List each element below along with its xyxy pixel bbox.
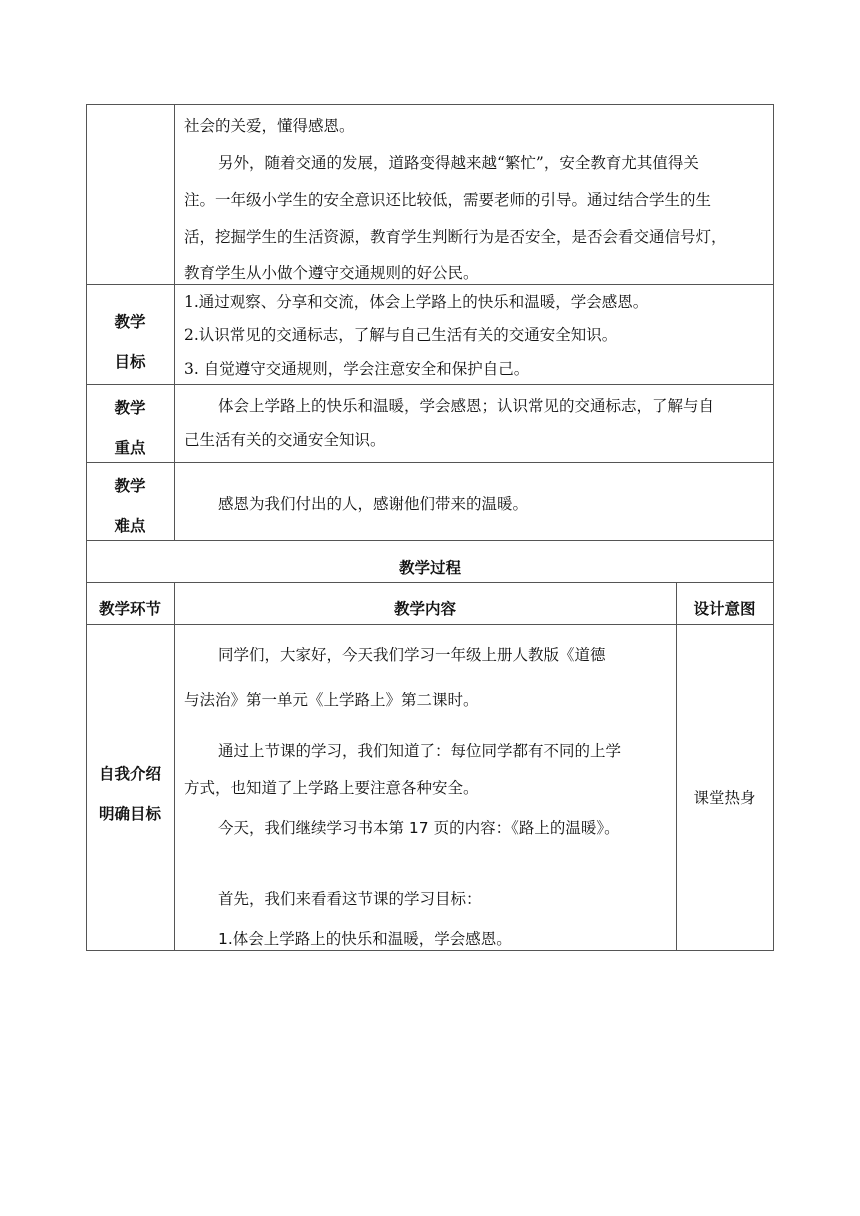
- key-points-line: 体会上学路上的快乐和温暖，学会感恩；认识常见的交通标志，了解与自: [218, 397, 715, 415]
- intro-line: 教育学生从小做个遵守交通规则的好公民。: [184, 264, 479, 282]
- difficulties-label: 难点: [114, 517, 146, 535]
- intro-line: 另外，随着交通的发展，道路变得越来越“繁忙”，安全教育尤其值得关: [218, 154, 699, 172]
- content-line: 首先，我们来看看这节课的学习目标：: [218, 890, 482, 908]
- header-content: 教学内容: [393, 600, 456, 618]
- content-line: 方式，也知道了上学路上要注意各种安全。: [184, 779, 479, 797]
- key-points-label: 教学: [114, 399, 146, 417]
- objective-item: 3. 自觉遵守交通规则，学会注意安全和保护自己。: [184, 360, 530, 378]
- table-border-right: [773, 104, 774, 951]
- stage-label: 自我介绍: [98, 765, 161, 783]
- content-line: 与法治》第一单元《上学路上》第二课时。: [184, 691, 479, 709]
- intent-column-divider: [676, 582, 677, 951]
- row-divider-key-points: [86, 384, 774, 385]
- objective-item: 1.通过观察、分享和交流，体会上学路上的快乐和温暖，学会感恩。: [184, 293, 649, 311]
- label-column-divider: [174, 104, 175, 541]
- objectives-label: 教学: [114, 313, 146, 331]
- stage-label: 明确目标: [98, 805, 161, 823]
- difficulties-text: 感恩为我们付出的人，感谢他们带来的温暖。: [218, 495, 529, 513]
- objective-item: 2.认识常见的交通标志，了解与自己生活有关的交通安全知识。: [184, 326, 618, 344]
- table-border-bottom: [86, 950, 774, 951]
- table-border-top: [86, 104, 774, 105]
- content-line: 今天，我们继续学习书本第 17 页的内容：《路上的温暖》。: [218, 819, 620, 837]
- header-stage: 教学环节: [98, 600, 161, 618]
- key-points-label: 重点: [114, 439, 146, 457]
- stage-column-divider: [174, 582, 175, 951]
- intro-line: 注。一年级小学生的安全意识还比较低，需要老师的引导。通过结合学生的生: [184, 191, 712, 209]
- row-divider-objectives: [86, 284, 774, 285]
- key-points-line: 己生活有关的交通安全知识。: [184, 431, 386, 449]
- intro-line: 社会的关爱，懂得感恩。: [184, 117, 355, 135]
- header-intent: 设计意图: [693, 600, 756, 618]
- row-divider-difficulties: [86, 462, 774, 463]
- intro-line: 活，挖掘学生的生活资源，教育学生判断行为是否安全，是否会看交通信号灯，: [184, 228, 727, 246]
- row-divider-process-header: [86, 582, 774, 583]
- difficulties-label: 教学: [114, 477, 146, 495]
- intent-text: 课堂热身: [693, 789, 756, 807]
- objectives-label: 目标: [114, 353, 146, 371]
- content-line: 1.体会上学路上的快乐和温暖，学会感恩。: [218, 930, 512, 948]
- content-line: 通过上节课的学习，我们知道了：每位同学都有不同的上学: [218, 742, 622, 760]
- row-divider-process-body: [86, 624, 774, 625]
- row-divider-process-title: [86, 540, 774, 541]
- process-title: 教学过程: [398, 559, 461, 577]
- content-line: 同学们，大家好，今天我们学习一年级上册人教版《道德: [218, 646, 606, 664]
